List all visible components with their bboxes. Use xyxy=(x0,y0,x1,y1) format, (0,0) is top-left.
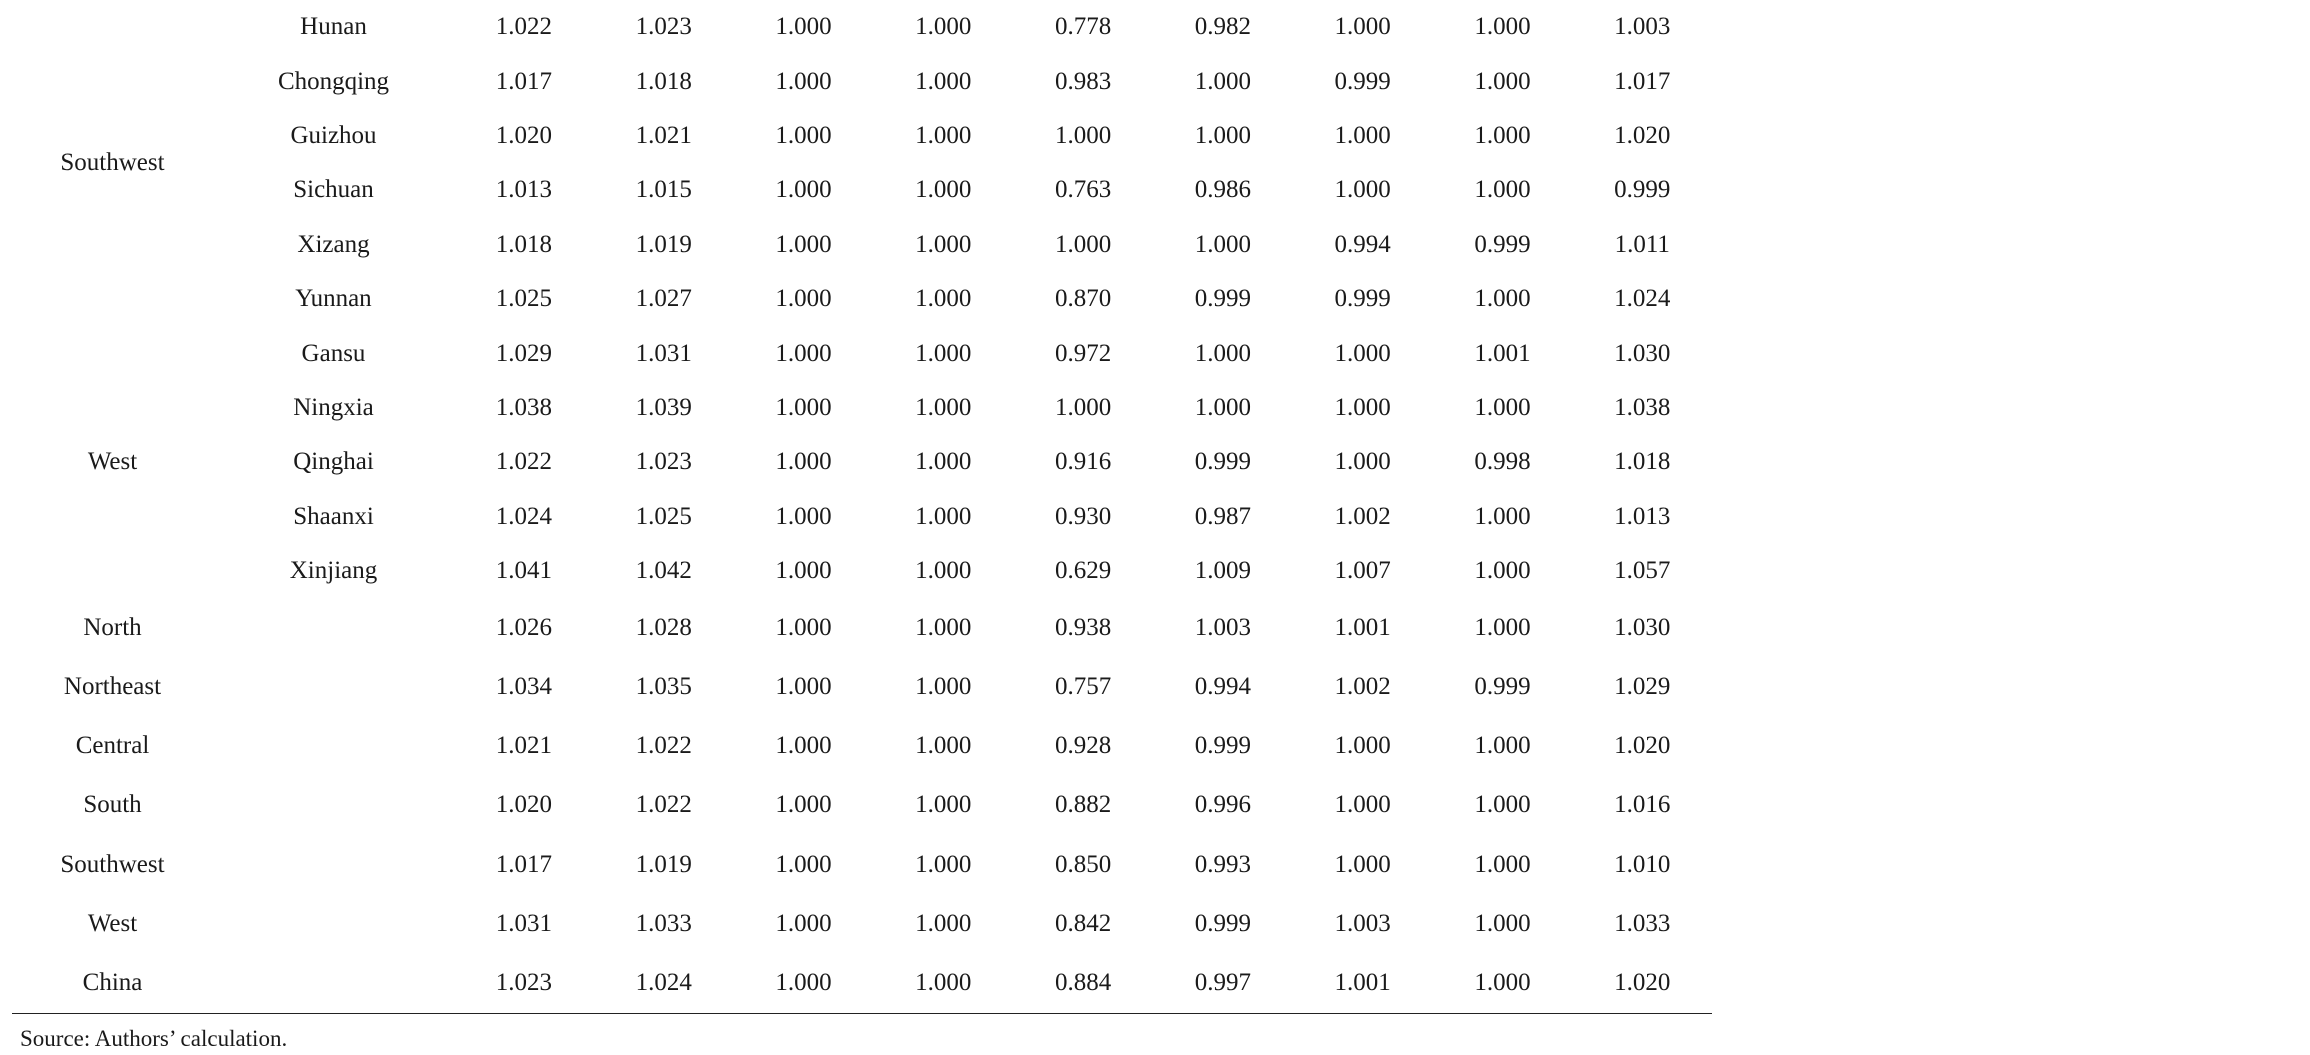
value-cell: 1.031 xyxy=(635,339,692,367)
province-cell: Chongqing xyxy=(277,67,390,95)
value-cell: 1.033 xyxy=(635,909,692,937)
value-cell: 1.013 xyxy=(495,176,553,204)
empty-cell xyxy=(213,894,454,953)
value-cell: 0.998 xyxy=(1474,448,1531,476)
value-cell: 1.007 xyxy=(1334,557,1391,585)
value-cell: 0.850 xyxy=(1054,850,1112,878)
value-cell: 1.000 xyxy=(915,502,972,530)
province-cell: Gansu xyxy=(301,339,366,367)
value-cell: 1.000 xyxy=(915,230,972,258)
value-cell: 1.000 xyxy=(1474,176,1531,204)
value-cell: 1.028 xyxy=(635,613,692,641)
value-cell: 0.999 xyxy=(1614,176,1671,204)
province-cell: Hunan xyxy=(300,13,367,41)
value-cell: 1.030 xyxy=(1614,339,1671,367)
table-row xyxy=(12,0,1712,54)
value-cell: 0.916 xyxy=(1054,448,1112,476)
value-cell: 0.999 xyxy=(1194,285,1251,313)
value-cell: 1.024 xyxy=(1614,285,1671,313)
aggregate-row xyxy=(12,598,1712,657)
value-cell: 1.000 xyxy=(775,339,832,367)
province-cell: Yunnan xyxy=(295,285,372,313)
value-cell: 0.999 xyxy=(1194,448,1251,476)
value-cell: 1.022 xyxy=(495,448,553,476)
value-cell: 1.009 xyxy=(1194,557,1251,585)
value-cell: 0.999 xyxy=(1474,673,1531,701)
value-cell: 0.994 xyxy=(1194,673,1251,701)
value-cell: 1.033 xyxy=(1614,909,1671,937)
value-cell: 1.000 xyxy=(1334,121,1391,149)
table-body xyxy=(12,0,1712,1013)
value-cell: 1.000 xyxy=(915,673,972,701)
empty-cell xyxy=(213,953,454,1013)
value-cell: 1.042 xyxy=(635,557,692,585)
value-cell: 1.000 xyxy=(775,393,832,421)
value-cell: 1.016 xyxy=(1614,791,1671,819)
value-cell: 0.778 xyxy=(1054,13,1112,41)
value-cell: 1.000 xyxy=(775,121,832,149)
value-cell: 1.000 xyxy=(775,850,832,878)
value-cell: 1.000 xyxy=(1334,176,1391,204)
value-cell: 1.000 xyxy=(915,791,972,819)
value-cell: 1.000 xyxy=(915,613,972,641)
value-cell: 1.000 xyxy=(1474,13,1531,41)
value-cell: 0.996 xyxy=(1194,791,1251,819)
value-cell: 1.000 xyxy=(915,393,972,421)
value-cell: 1.021 xyxy=(635,121,692,149)
empty-cell xyxy=(213,598,454,657)
value-cell: 1.029 xyxy=(1614,673,1671,701)
aggregate-row xyxy=(12,894,1712,953)
value-cell: 1.057 xyxy=(1614,557,1671,585)
value-cell: 1.034 xyxy=(495,673,553,701)
value-cell: 1.000 xyxy=(775,502,832,530)
aggregate-row xyxy=(12,717,1712,776)
value-cell: 1.000 xyxy=(1334,339,1391,367)
value-cell: 1.038 xyxy=(495,393,553,421)
value-cell: 1.018 xyxy=(495,230,553,258)
value-cell: 1.001 xyxy=(1293,953,1433,1013)
value-cell: 1.000 xyxy=(1334,732,1391,760)
aggregate-row xyxy=(12,953,1712,1013)
value-cell: 0.882 xyxy=(1054,791,1112,819)
province-cell: Shaanxi xyxy=(293,502,374,530)
value-cell: 1.002 xyxy=(1334,502,1391,530)
table-row xyxy=(12,163,1712,217)
value-cell: 1.023 xyxy=(635,448,692,476)
value-cell: 0.629 xyxy=(1054,557,1112,585)
value-cell: 1.022 xyxy=(635,732,692,760)
region-cell: Southwest xyxy=(60,850,165,878)
region-cell: West xyxy=(87,448,138,476)
aggregate-row xyxy=(12,657,1712,716)
value-cell: 0.999 xyxy=(1194,909,1251,937)
value-cell: 1.000 xyxy=(915,339,972,367)
value-cell: 1.039 xyxy=(635,393,692,421)
value-cell: 1.000 xyxy=(1194,339,1251,367)
value-cell: 1.020 xyxy=(495,791,553,819)
value-cell: 1.000 xyxy=(1334,850,1391,878)
value-cell: 0.982 xyxy=(1194,13,1251,41)
province-cell: Xizang xyxy=(297,230,370,258)
value-cell: 0.983 xyxy=(1054,67,1112,95)
value-cell: 1.000 xyxy=(775,557,832,585)
value-cell: 1.021 xyxy=(495,732,553,760)
value-cell: 1.003 xyxy=(1614,13,1671,41)
value-cell: 1.000 xyxy=(775,230,832,258)
value-cell: 1.023 xyxy=(635,13,692,41)
province-cell: Xinjiang xyxy=(289,557,378,585)
value-cell: 1.020 xyxy=(1614,121,1671,149)
region-cell: Central xyxy=(75,732,150,760)
value-cell: 0.999 xyxy=(1194,732,1251,760)
value-cell: 1.000 xyxy=(915,121,972,149)
value-cell: 1.025 xyxy=(495,285,553,313)
value-cell: 1.000 xyxy=(1054,230,1112,258)
value-cell: 1.019 xyxy=(635,850,692,878)
value-cell: 1.018 xyxy=(635,67,692,95)
value-cell: 1.022 xyxy=(635,791,692,819)
value-cell: 0.938 xyxy=(1054,613,1112,641)
region-cell: South xyxy=(83,791,142,819)
empty-cell xyxy=(213,776,454,835)
value-cell: 1.000 xyxy=(775,673,832,701)
value-cell: 1.000 xyxy=(1194,230,1251,258)
aggregate-row xyxy=(12,835,1712,894)
value-cell: 1.000 xyxy=(1334,13,1391,41)
value-cell: 1.000 xyxy=(915,850,972,878)
value-cell: 1.000 xyxy=(1194,393,1251,421)
value-cell: 1.031 xyxy=(495,909,553,937)
value-cell: 1.000 xyxy=(775,176,832,204)
empty-cell xyxy=(213,717,454,776)
value-cell: 1.018 xyxy=(1614,448,1671,476)
value-cell: 1.000 xyxy=(775,13,832,41)
value-cell: 1.000 xyxy=(1194,121,1251,149)
value-cell: 1.000 xyxy=(1334,448,1391,476)
table-row xyxy=(12,326,1712,380)
value-cell: 1.020 xyxy=(1614,732,1671,760)
aggregate-row xyxy=(12,776,1712,835)
value-cell: 1.000 xyxy=(1334,393,1391,421)
value-cell: 1.000 xyxy=(915,909,972,937)
value-cell: 1.017 xyxy=(495,67,553,95)
value-cell: 1.000 xyxy=(775,67,832,95)
value-cell: 0.987 xyxy=(1194,502,1251,530)
value-cell: 1.000 xyxy=(915,557,972,585)
value-cell: 0.997 xyxy=(1153,953,1293,1013)
value-cell: 1.022 xyxy=(495,13,553,41)
value-cell: 1.038 xyxy=(1614,393,1671,421)
value-cell: 0.757 xyxy=(1054,673,1112,701)
value-cell: 1.000 xyxy=(775,909,832,937)
value-cell: 1.000 xyxy=(775,285,832,313)
value-cell: 1.000 xyxy=(1334,791,1391,819)
value-cell: 1.020 xyxy=(495,121,553,149)
value-cell: 1.025 xyxy=(635,502,692,530)
value-cell: 1.003 xyxy=(1194,613,1251,641)
value-cell: 0.870 xyxy=(1054,285,1112,313)
table-row xyxy=(12,544,1712,598)
value-cell: 1.000 xyxy=(1054,393,1112,421)
value-cell: 1.000 xyxy=(873,953,1013,1013)
province-cell: Guizhou xyxy=(290,121,377,149)
value-cell: 1.000 xyxy=(775,791,832,819)
value-cell: 1.023 xyxy=(454,953,594,1013)
value-cell: 1.015 xyxy=(635,176,692,204)
data-table-container xyxy=(12,0,1712,1014)
empty-cell xyxy=(213,657,454,716)
value-cell: 1.027 xyxy=(635,285,692,313)
table-row xyxy=(12,435,1712,489)
value-cell: 1.000 xyxy=(1054,121,1112,149)
region-cell: Southwest xyxy=(60,149,165,177)
value-cell: 1.000 xyxy=(915,285,972,313)
region-cell: West xyxy=(87,909,138,937)
value-cell: 1.001 xyxy=(1474,339,1531,367)
table-row xyxy=(12,109,1712,163)
value-cell: 0.928 xyxy=(1054,732,1112,760)
value-cell: 0.842 xyxy=(1054,909,1112,937)
value-cell: 1.019 xyxy=(635,230,692,258)
region-cell: North xyxy=(83,613,142,641)
value-cell: 1.000 xyxy=(775,732,832,760)
value-cell: 1.000 xyxy=(915,13,972,41)
value-cell: 0.999 xyxy=(1474,230,1531,258)
value-cell: 1.013 xyxy=(1614,502,1671,530)
value-cell: 1.026 xyxy=(495,613,553,641)
value-cell: 1.020 xyxy=(1572,953,1712,1013)
table-row xyxy=(12,272,1712,326)
value-cell: 1.000 xyxy=(775,613,832,641)
value-cell: 0.999 xyxy=(1334,67,1391,95)
table-row xyxy=(12,54,1712,108)
value-cell: 0.986 xyxy=(1194,176,1251,204)
productivity-table xyxy=(12,0,1712,1014)
value-cell: 1.000 xyxy=(1474,791,1531,819)
value-cell: 1.000 xyxy=(1474,613,1531,641)
value-cell: 0.972 xyxy=(1054,339,1112,367)
value-cell: 1.000 xyxy=(915,732,972,760)
value-cell: 1.029 xyxy=(495,339,553,367)
region-cell: Northeast xyxy=(63,673,162,701)
value-cell: 1.000 xyxy=(1474,557,1531,585)
value-cell: 1.000 xyxy=(1474,850,1531,878)
value-cell: 1.017 xyxy=(495,850,553,878)
region-cell: China xyxy=(12,953,213,1013)
table-row xyxy=(12,381,1712,435)
value-cell: 0.763 xyxy=(1054,176,1112,204)
value-cell: 1.000 xyxy=(1474,502,1531,530)
value-cell: 1.035 xyxy=(635,673,692,701)
value-cell: 1.000 xyxy=(1474,393,1531,421)
value-cell: 1.000 xyxy=(775,448,832,476)
value-cell: 1.001 xyxy=(1334,613,1391,641)
table-row xyxy=(12,490,1712,544)
value-cell: 1.002 xyxy=(1334,673,1391,701)
value-cell: 1.024 xyxy=(594,953,734,1013)
value-cell: 1.000 xyxy=(1474,732,1531,760)
province-cell: Sichuan xyxy=(293,176,374,204)
value-cell: 1.000 xyxy=(915,67,972,95)
value-cell: 1.000 xyxy=(915,176,972,204)
value-cell: 0.999 xyxy=(1334,285,1391,313)
value-cell: 1.024 xyxy=(495,502,553,530)
value-cell: 1.017 xyxy=(1614,67,1671,95)
value-cell: 1.000 xyxy=(1474,285,1531,313)
province-cell: Qinghai xyxy=(293,448,374,476)
value-cell: 1.000 xyxy=(1194,67,1251,95)
value-cell: 1.000 xyxy=(734,953,874,1013)
value-cell: 1.000 xyxy=(915,448,972,476)
value-cell: 1.041 xyxy=(495,557,553,585)
table-row xyxy=(12,218,1712,272)
value-cell: 1.030 xyxy=(1614,613,1671,641)
value-cell: 1.010 xyxy=(1614,850,1671,878)
value-cell: 0.994 xyxy=(1334,230,1391,258)
value-cell: 1.000 xyxy=(1474,909,1531,937)
value-cell: 0.993 xyxy=(1194,850,1251,878)
value-cell: 0.884 xyxy=(1013,953,1153,1013)
value-cell: 1.000 xyxy=(1474,121,1531,149)
province-cell: Ningxia xyxy=(293,393,374,421)
value-cell: 0.930 xyxy=(1054,502,1112,530)
value-cell: 1.000 xyxy=(1433,953,1573,1013)
value-cell: 1.000 xyxy=(1474,67,1531,95)
empty-cell xyxy=(213,835,454,894)
value-cell: 1.011 xyxy=(1614,230,1670,258)
source-note: Source: Authors’ calculation. xyxy=(20,1026,288,1051)
value-cell: 1.003 xyxy=(1334,909,1391,937)
